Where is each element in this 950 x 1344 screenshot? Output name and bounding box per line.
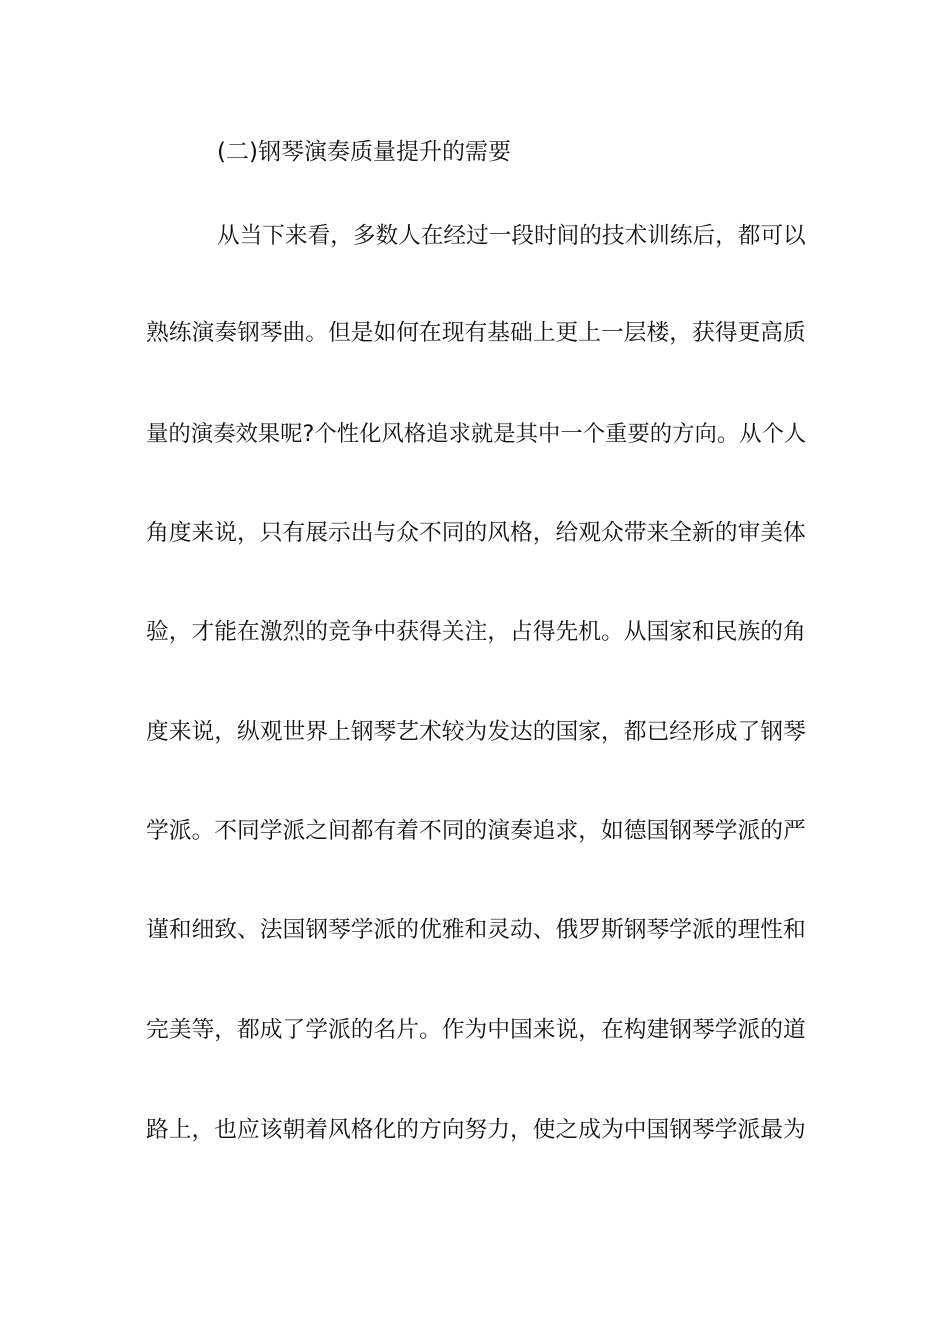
paragraph-line: 谨和细致、法国钢琴学派的优雅和灵动、俄罗斯钢琴学派的理性和 (146, 917, 806, 943)
paragraph-line: 完美等，都成了学派的名片。作为中国来说，在构建钢琴学派的道 (146, 1017, 806, 1043)
paragraph-line: 路上，也应该朝着风格化的方向努力，使之成为中国钢琴学派最为 (146, 1117, 806, 1143)
section-heading: (二)钢琴演奏质量提升的需要 (217, 139, 511, 165)
paragraph-line: 度来说，纵观世界上钢琴艺术较为发达的国家，都已经形成了钢琴 (146, 719, 806, 745)
paragraph-line: 学派。不同学派之间都有着不同的演奏追求，如德国钢琴学派的严 (146, 818, 806, 844)
paragraph-line: 角度来说，只有展示出与众不同的风格，给观众带来全新的审美体 (146, 520, 806, 546)
paragraph-line: 从当下来看，多数人在经过一段时间的技术训练后，都可以 (217, 223, 806, 249)
paragraph-line: 熟练演奏钢琴曲。但是如何在现有基础上更上一层楼，获得更高质 (146, 320, 806, 346)
paragraph-line: 验，才能在激烈的竞争中获得关注，占得先机。从国家和民族的角 (146, 619, 806, 645)
paragraph-line: 量的演奏效果呢?个性化风格追求就是其中一个重要的方向。从个人 (146, 421, 807, 447)
